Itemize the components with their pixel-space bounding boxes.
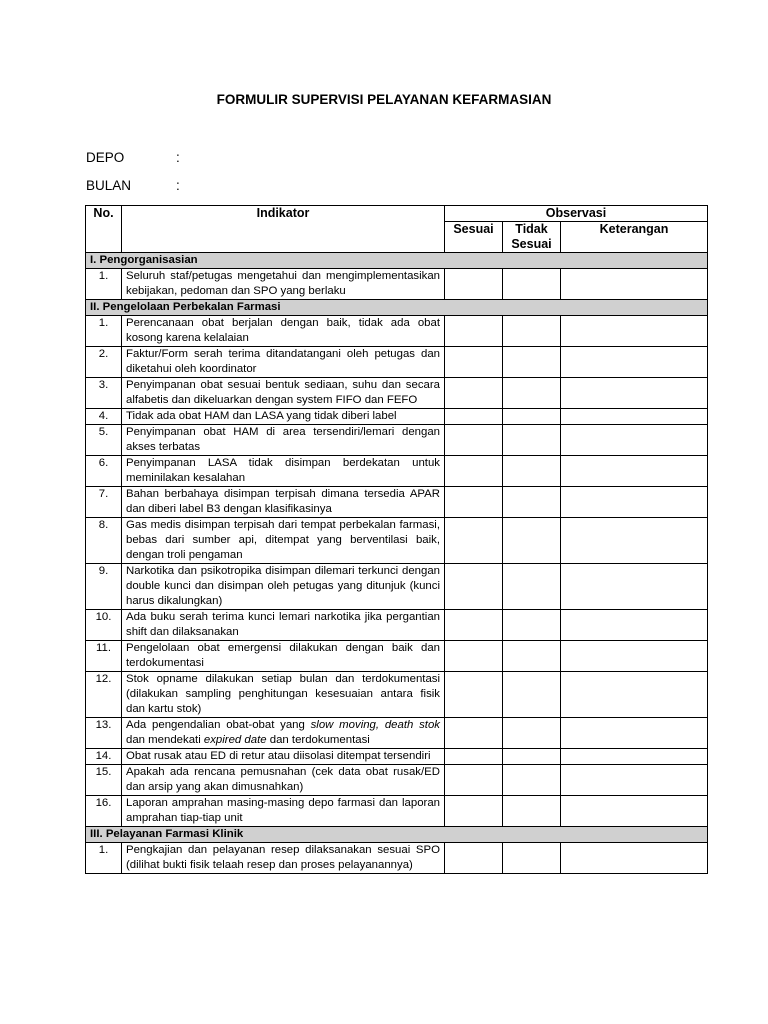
section-row [86, 300, 708, 316]
row-indikator [122, 378, 445, 409]
field-depo-colon: : [176, 150, 180, 165]
row-indikator [122, 610, 445, 641]
field-depo-label: DEPO [86, 150, 125, 165]
field-bulan-label: BULAN [86, 178, 132, 193]
indikator-text: Apakah ada rencana pemusnahan (cek data obat rusak/ED dan arsip yang akan dimusnahkan) [126, 766, 440, 793]
row-indikator [122, 269, 445, 300]
table-row [86, 749, 708, 765]
row-number: 15. [86, 765, 122, 796]
cell-sesuai[interactable] [445, 378, 503, 409]
row-number: 16. [86, 796, 122, 827]
cell-keterangan[interactable] [561, 610, 708, 641]
cell-sesuai[interactable] [445, 843, 503, 874]
section-title: II. Pengelolaan Perbekalan Farmasi [86, 300, 708, 316]
row-indikator [122, 347, 445, 378]
cell-tidak-sesuai[interactable] [503, 347, 561, 378]
indikator-text: Narkotika dan psikotropika disimpan dilemari terkunci dengan double kunci dan disimpan oleh petugas yang ditunjuk (kunci harus dikalungkan) [126, 565, 440, 607]
table-row [86, 796, 708, 827]
table-row [86, 518, 708, 564]
cell-tidak-sesuai[interactable] [503, 316, 561, 347]
row-number: 12. [86, 672, 122, 718]
row-number: 1. [86, 316, 122, 347]
cell-sesuai[interactable] [445, 796, 503, 827]
cell-keterangan[interactable] [561, 347, 708, 378]
cell-tidak-sesuai[interactable] [503, 518, 561, 564]
table-row [86, 269, 708, 300]
row-number: 4. [86, 409, 122, 425]
indikator-text: Stok opname dilakukan setiap bulan dan terdokumentasi (dilakukan sampling penghitungan kesesuaian antara fisik dan kartu stok) [126, 673, 440, 715]
cell-keterangan[interactable] [561, 749, 708, 765]
section-row [86, 827, 708, 843]
table-row [86, 456, 708, 487]
row-number: 13. [86, 718, 122, 749]
indikator-text: Penyimpanan obat sesuai bentuk sediaan, suhu dan secara alfabetis dan dikeluarkan dengan system FIFO dan FEFO [126, 379, 440, 406]
cell-keterangan[interactable] [561, 672, 708, 718]
cell-sesuai[interactable] [445, 564, 503, 610]
header-indikator: Indikator [122, 206, 445, 253]
table-row [86, 765, 708, 796]
cell-sesuai[interactable] [445, 456, 503, 487]
cell-sesuai[interactable] [445, 269, 503, 300]
cell-sesuai[interactable] [445, 409, 503, 425]
cell-tidak-sesuai[interactable] [503, 409, 561, 425]
row-number: 2. [86, 347, 122, 378]
row-number: 1. [86, 269, 122, 300]
row-indikator [122, 843, 445, 874]
field-bulan [86, 178, 180, 193]
row-indikator [122, 718, 445, 749]
row-number: 10. [86, 610, 122, 641]
row-indikator [122, 487, 445, 518]
cell-tidak-sesuai[interactable] [503, 672, 561, 718]
table-row [86, 487, 708, 518]
header-row [86, 206, 708, 222]
row-indikator [122, 409, 445, 425]
indikator-text: Bahan berbahaya disimpan terpisah dimana tersedia APAR dan diberi label B3 dengan klasifikasinya [126, 488, 440, 515]
indikator-text: dan mendekati [126, 734, 204, 746]
cell-sesuai[interactable] [445, 641, 503, 672]
cell-keterangan[interactable] [561, 425, 708, 456]
cell-tidak-sesuai[interactable] [503, 796, 561, 827]
cell-tidak-sesuai[interactable] [503, 765, 561, 796]
cell-keterangan[interactable] [561, 564, 708, 610]
cell-tidak-sesuai[interactable] [503, 749, 561, 765]
table-row [86, 378, 708, 409]
row-number: 14. [86, 749, 122, 765]
indikator-text: Faktur/Form serah terima ditandatangani oleh petugas dan diketahui oleh koordinator [126, 348, 440, 375]
header-tidak-sesuai [503, 222, 561, 253]
indikator-text: Perencanaan obat berjalan dengan baik, tidak ada obat kosong karena kelalaian [126, 317, 440, 344]
row-indikator [122, 765, 445, 796]
indikator-text: Seluruh staf/petugas mengetahui dan mengimplementasikan kebijakan, pedoman dan SPO yang berlaku [126, 270, 440, 297]
cell-sesuai[interactable] [445, 425, 503, 456]
row-indikator [122, 425, 445, 456]
row-number: 7. [86, 487, 122, 518]
row-number: 1. [86, 843, 122, 874]
indikator-text: Ada pengendalian obat-obat yang [126, 719, 311, 731]
cell-sesuai[interactable] [445, 718, 503, 749]
table-row [86, 316, 708, 347]
section-title: I. Pengorganisasian [86, 253, 708, 269]
row-number: 9. [86, 564, 122, 610]
cell-sesuai[interactable] [445, 487, 503, 518]
cell-keterangan[interactable] [561, 765, 708, 796]
table-row [86, 409, 708, 425]
cell-keterangan[interactable] [561, 843, 708, 874]
indikator-text: Laporan amprahan masing-masing depo farmasi dan laporan amprahan tiap-tiap unit [126, 797, 440, 824]
row-indikator [122, 316, 445, 347]
form-title: FORMULIR SUPERVISI PELAYANAN KEFARMASIAN [216, 92, 552, 107]
row-number: 11. [86, 641, 122, 672]
row-indikator [122, 749, 445, 765]
table-row [86, 672, 708, 718]
row-indikator [122, 672, 445, 718]
cell-tidak-sesuai[interactable] [503, 269, 561, 300]
cell-sesuai[interactable] [445, 518, 503, 564]
cell-sesuai[interactable] [445, 672, 503, 718]
cell-tidak-sesuai[interactable] [503, 456, 561, 487]
cell-sesuai[interactable] [445, 749, 503, 765]
table-row [86, 843, 708, 874]
table-row [86, 641, 708, 672]
header-tidak-sesuai-line1: Tidak [515, 222, 548, 236]
row-indikator [122, 641, 445, 672]
header-sesuai: Sesuai [445, 222, 503, 253]
indikator-text: Obat rusak atau ED di retur atau diisolasi ditempat tersendiri [126, 750, 431, 762]
indikator-italic-term: slow moving, death stok [310, 719, 440, 731]
cell-tidak-sesuai[interactable] [503, 641, 561, 672]
cell-tidak-sesuai[interactable] [503, 378, 561, 409]
header-keterangan: Keterangan [561, 222, 708, 253]
section-row [86, 253, 708, 269]
cell-keterangan[interactable] [561, 641, 708, 672]
field-bulan-colon: : [176, 178, 180, 193]
indikator-italic-term: expired date [203, 734, 267, 746]
cell-tidak-sesuai[interactable] [503, 843, 561, 874]
indikator-text: Ada buku serah terima kunci lemari narkotika jika pergantian shift dan dilaksanakan [126, 611, 440, 638]
header-observasi: Observasi [445, 206, 708, 222]
cell-keterangan[interactable] [561, 487, 708, 518]
indikator-text: Penyimpanan obat HAM di area tersendiri/lemari dengan akses terbatas [126, 426, 440, 453]
cell-keterangan[interactable] [561, 718, 708, 749]
cell-tidak-sesuai[interactable] [503, 564, 561, 610]
cell-tidak-sesuai[interactable] [503, 718, 561, 749]
cell-tidak-sesuai[interactable] [503, 610, 561, 641]
indikator-text: Pengelolaan obat emergensi dilakukan dengan baik dan terdokumentasi [126, 642, 440, 669]
row-number: 8. [86, 518, 122, 564]
table-row [86, 425, 708, 456]
row-indikator [122, 564, 445, 610]
cell-sesuai[interactable] [445, 347, 503, 378]
cell-tidak-sesuai[interactable] [503, 425, 561, 456]
field-depo [86, 150, 180, 165]
row-number: 5. [86, 425, 122, 456]
cell-sesuai[interactable] [445, 610, 503, 641]
indikator-text: dan terdokumentasi [266, 734, 370, 746]
header-no: No. [86, 206, 122, 253]
table-row [86, 564, 708, 610]
row-indikator [122, 796, 445, 827]
cell-keterangan[interactable] [561, 409, 708, 425]
header-tidak-sesuai-line2: Sesuai [511, 237, 552, 251]
cell-keterangan[interactable] [561, 456, 708, 487]
indikator-text: Gas medis disimpan terpisah dari tempat perbekalan farmasi, bebas dari sumber api, ditempat yang berventilasi baik, dengan troli pengaman [126, 519, 440, 561]
cell-keterangan[interactable] [561, 796, 708, 827]
table-row [86, 610, 708, 641]
cell-keterangan[interactable] [561, 316, 708, 347]
cell-sesuai[interactable] [445, 316, 503, 347]
indikator-text: Pengkajian dan pelayanan resep dilaksanakan sesuai SPO (dilihat bukti fisik telaah resep dan proses pelayanannya) [126, 844, 440, 871]
row-indikator [122, 518, 445, 564]
row-indikator [122, 456, 445, 487]
row-number: 6. [86, 456, 122, 487]
cell-keterangan[interactable] [561, 269, 708, 300]
cell-keterangan[interactable] [561, 518, 708, 564]
indikator-text: Penyimpanan LASA tidak disimpan berdekatan untuk meminilakan kesalahan [126, 457, 440, 484]
table-row [86, 718, 708, 749]
section-title: III. Pelayanan Farmasi Klinik [86, 827, 708, 843]
cell-sesuai[interactable] [445, 765, 503, 796]
indikator-text: Tidak ada obat HAM dan LASA yang tidak diberi label [126, 410, 397, 422]
row-number: 3. [86, 378, 122, 409]
cell-keterangan[interactable] [561, 378, 708, 409]
table-row [86, 347, 708, 378]
cell-tidak-sesuai[interactable] [503, 487, 561, 518]
supervision-table [85, 205, 708, 874]
